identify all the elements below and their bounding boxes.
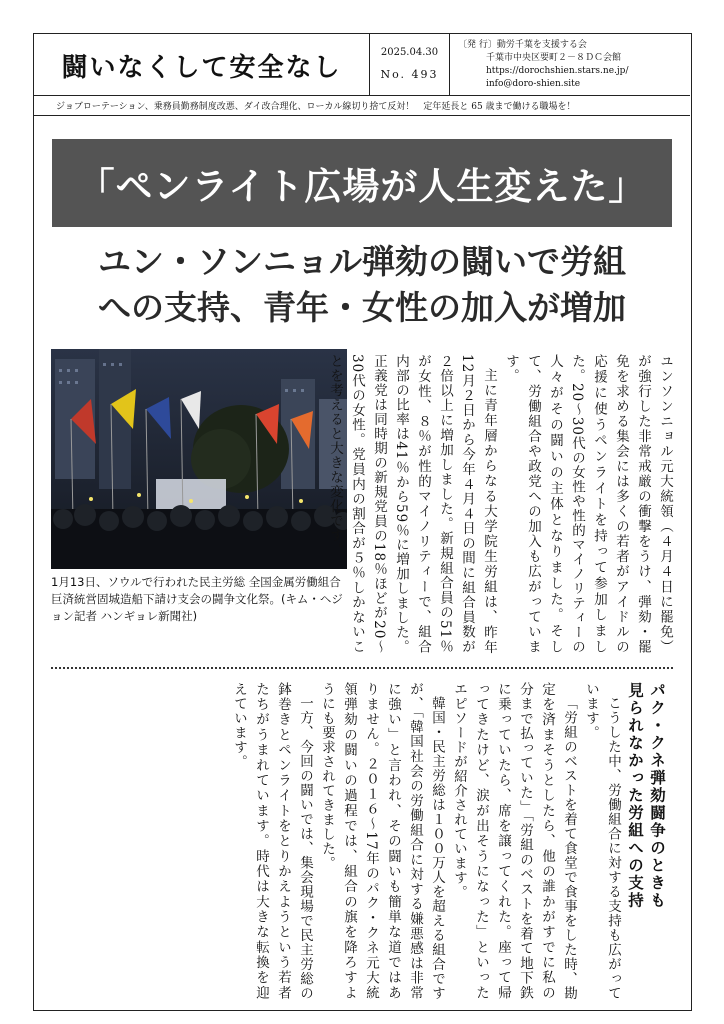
article-paragraph-4: 「労組のベストを着て食堂で食事をした時、勘定を済まそうとしたら、他の誰かがすでに私の分まで払っていた」「労組のベストを着て地下鉄に乗っていたら、席を譲ってくれた。座って帰ってきたけど、涙が出そうになった」といったエピソードが紹介されています。 xyxy=(451,682,577,1000)
slogan-bar: ジョブローテーション、乗務員勤務制度改悪、ダイ改合理化、ローカル線切り捨て反対！ 定年延長と 65 歳まで働ける職場を！ xyxy=(34,96,690,116)
publisher-url[interactable]: https://dorochshien.stars.ne.jp/ xyxy=(486,66,629,76)
section-divider xyxy=(51,667,673,669)
subheadline xyxy=(34,239,690,331)
publisher-email[interactable]: info@doro-shien.site xyxy=(486,79,581,89)
subheadline-line-2: への支持、青年・女性の加入が増加 xyxy=(98,288,626,327)
article-paragraph-6: 一方、今回の闘いでは、集会現場で民主労総の鉢巻きとペンライトをとりかえようという若者たちがうまれています。時代は大きな転換を迎えています。 xyxy=(231,682,313,1000)
article-paragraph-3: こうした中、労働組合に対する支持も広がっています。 xyxy=(583,682,621,1000)
rally-photo xyxy=(51,349,347,569)
masthead xyxy=(34,34,690,96)
article-paragraph-1: ユンソンニョル元大統領（４月４日に罷免）が強行した非常戒厳の衝撃をうけ、弾劾・罷免を求める集会には多くの若者がアイドルの応援に使うペンライトを持って参加しました。20～30代の女性や性的マイノリティーの人々がその闘いの主体となりました。そして、労働組合や政党への加入も広がっています。 xyxy=(503,354,673,654)
subheadline-line-1: ユン・ソンニョル弾劾の闘いで労組 xyxy=(98,242,626,281)
photo-caption: 1月13日、ソウルで行われた民主労総 全国金属労働組合 巨済統営固城造船下請け支会の闘争文化祭。(キム・ヘジョン記者 ハンギョレ新聞社) xyxy=(51,575,343,623)
issue-date: 2025.04.30 xyxy=(380,47,439,58)
issue-box xyxy=(370,34,450,96)
article-column-bottom xyxy=(54,682,668,1000)
article-paragraph-5: 韓国・民主労総は１００万人を超える組合ですが、「韓国社会の労働組合に対する嫌悪感は非常に強い」と言われ、その闘いも簡単な道ではありません。２０１６～17年のパク・クネ元大統領弾劾の闘いの過程では、組合の旗を降ろすようにも要求されてきました。 xyxy=(319,682,445,1000)
publisher-info xyxy=(458,39,688,91)
article-column-top xyxy=(327,354,676,654)
publisher-address: 千葉市中央区要町２－８ＤＣ会館 xyxy=(486,53,622,63)
article-subheading xyxy=(624,682,668,1000)
article-paragraph-2: 主に青年層からなる大学院生労組は、昨年12月２日から今年４月４日の間に組合員数が２倍以上に増加しました。新規組合員の51％が女性、８％が性的マイノリティーで、組合内部の比率は41％から59％に増加しました。正義党は同時期の新規党員の18％ほどが20～30代の女性。党員内の割合が５％しかないことを考えると大きな変化です。 xyxy=(327,354,497,654)
publisher-line: 〔発 行〕動労千葉を支援する会 xyxy=(458,40,587,50)
subheading-line-2: 見られなかった労組への支持 xyxy=(626,682,644,910)
newsletter-title: 闘いなくして安全なし xyxy=(34,34,370,96)
headline-banner: 「ペンライト広場が人生変えた」 xyxy=(52,139,672,227)
issue-number: No. 493 xyxy=(380,68,439,81)
subheading-line-1: パク・クネ弾劾闘争のときも xyxy=(648,682,666,910)
newsletter-page xyxy=(33,33,692,1011)
